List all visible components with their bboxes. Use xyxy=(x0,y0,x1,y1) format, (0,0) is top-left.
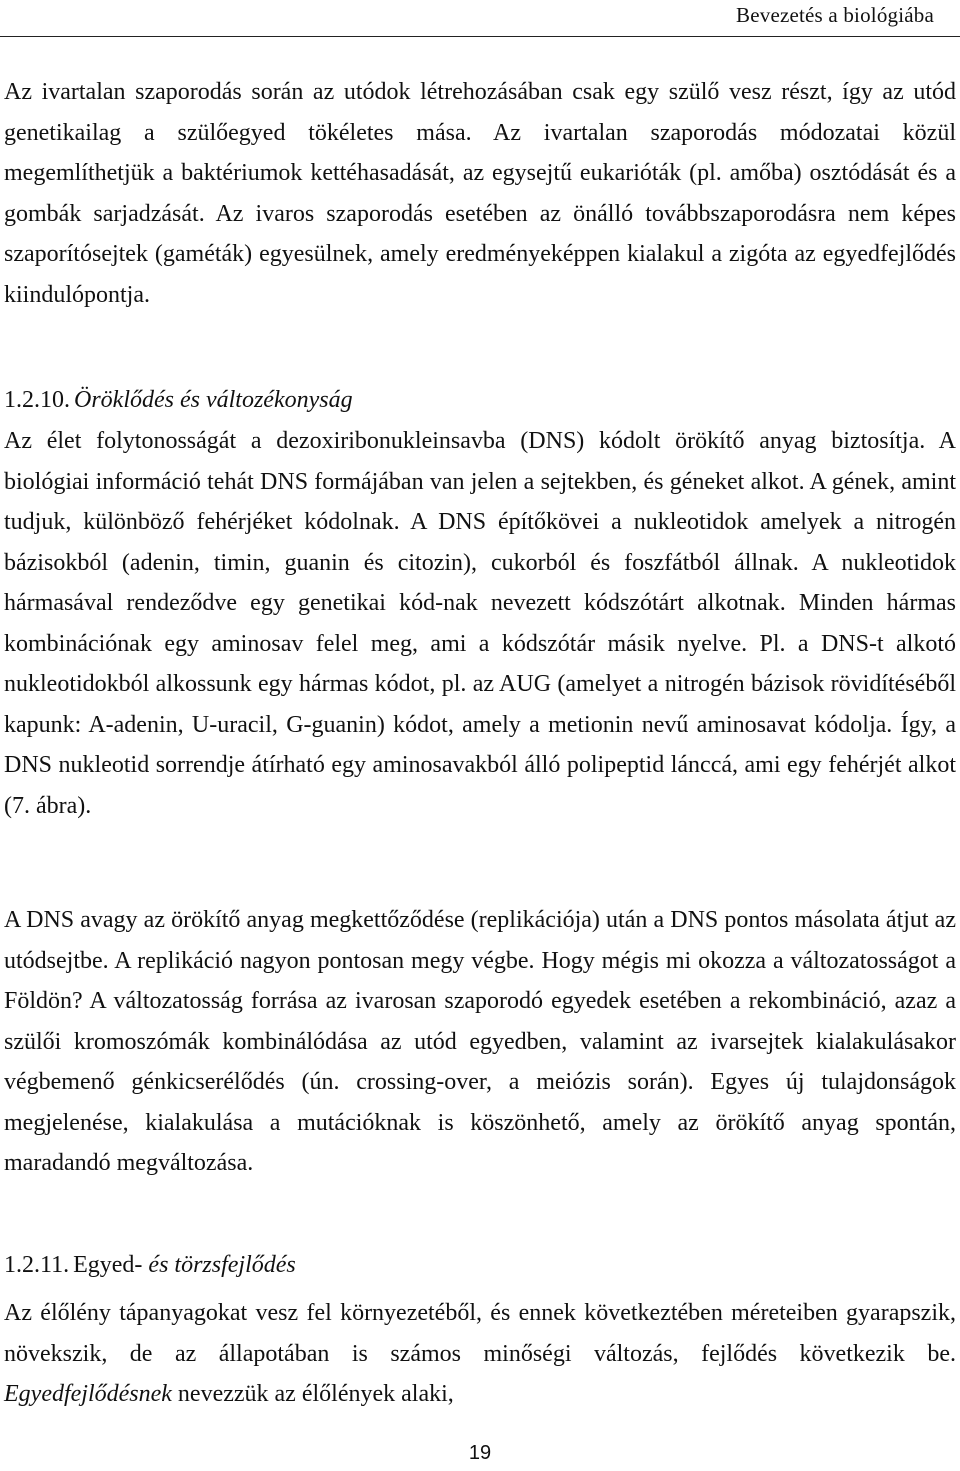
paragraph-text-end: nevezzük az élőlények alaki, xyxy=(177,1381,454,1407)
paragraph-asexual-reproduction: Az ivartalan szaporodás során az utódok létrehozásában csak egy szülő vesz részt, így az utód genetikailag a szülőegyed tökéletes mása. Az ivartalan szaporodás módozatai közül megemlíthetjük a baktériumok kettéhasadását, az egysejtű eukarióták (pl. amőba) osztódását és a gombák sarjadzását. Az ivaros szaporodás esetében az önálló továbbszaporodásra nem képes szaporítósejtek (gaméták) egyesülnek, amely eredményeképpen kialakul a zigóta az egyedfejlődés kiindulópontja. xyxy=(4,79,956,308)
section-title-plain: Egyed- xyxy=(73,1252,143,1278)
section-title-italic: és törzsfejlődés xyxy=(148,1252,296,1278)
section-heading-heredity xyxy=(4,380,353,420)
paragraph-dna-information: Az élet folytonosságát a dezoxiribonukleinsavba (DNS) kódolt örökítő anyag biztosítja. A biológiai információ tehát DNS formájában van jelen a sejtekben, és géneket alkot. A gének, amint tudjuk, különböző fehérjéket kódolnak. A DNS építőkövei a nukleotidok amelyek a nitrogén bázisokból (adenin, timin, guanin és citozin), cukorból és foszfátból állnak. A nukleotidok hármasával rendeződve egy genetikai kód-nak nevezett kódszótárt alkotnak. Minden hármas kombinációnak egy aminosav felel meg, ami a kódszótár másik nyelve. Pl. a DNS-t alkotó nukleotidokból alkossunk egy hármas kódot, pl. az AUG (amelyet a nitrogén bázisok rövidítéséből kapunk: A-adenin, U-uracil, G-guanin) kódot, amely a metionin nevű aminosavat kódolja. Így, a DNS nukleotid sorrendje átírható egy aminosavakból álló polipeptid lánccá, ami egy fehérjét alkot (7. ábra). xyxy=(4,428,956,819)
section-number: 1.2.10. xyxy=(4,387,70,413)
section-number: 1.2.11. xyxy=(4,1252,70,1278)
defined-term: Egyedfejlődésnek xyxy=(4,1381,172,1407)
header-divider xyxy=(0,36,960,37)
page-number: 19 xyxy=(468,1442,492,1464)
paragraph-dna-replication: A DNS avagy az örökítő anyag megkettőződése (replikációja) után a DNS pontos másolata átjut az utódsejtbe. A replikáció nagyon pontosan megy végbe. Hogy mégis mi okozza a változatosságot a Földön? A változatosság forrása az ivarosan szaporodó egyedek esetében a rekombináció, azaz a szülői kromoszómák kombinálódása az utód egyedben, valamint az ivarsejtek kialakulásakor végbemenő génkicserélődés (ún. crossing-over, a meiózis során). Egyes új tulajdonságok megjelenése, kialakulása a mutációknak is köszönhető, amely az örökítő anyag spontán, maradandó megváltozása. xyxy=(4,907,956,1176)
paragraph-individual-development xyxy=(4,1293,956,1415)
section-heading-development xyxy=(4,1245,296,1285)
running-header: Bevezetés a biológiába xyxy=(736,3,934,27)
section-title: Öröklődés és változékonyság xyxy=(74,387,353,413)
paragraph-text-start: Az élőlény tápanyagokat vesz fel környezetéből, és ennek következtében méreteiben gyarapszik, növekszik, de az állapotában is számos minőségi változás, fejlődés következik be. xyxy=(4,1300,956,1367)
